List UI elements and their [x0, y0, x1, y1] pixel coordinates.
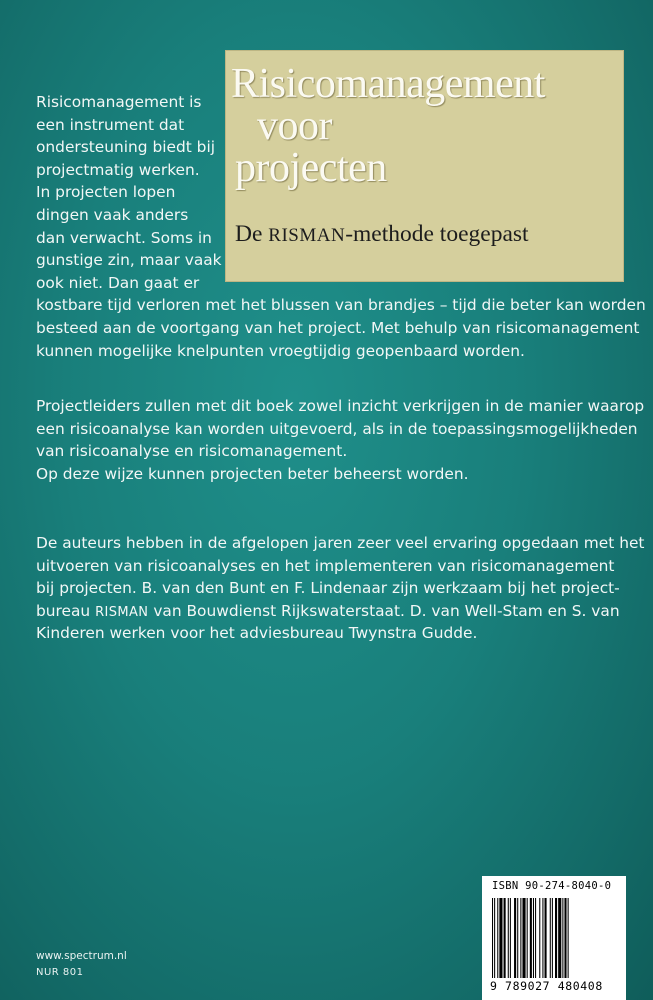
- barcode-bar: [550, 898, 551, 978]
- book-title-line-2: voor: [257, 103, 332, 149]
- blurb-line: Projectleiders zullen met dit boek zowel inzicht verkrijgen in de manier waarop: [36, 397, 645, 415]
- blurb-line: Kinderen werken voor het adviesbureau Twynstra Gudde.: [36, 624, 478, 643]
- blurb-line: Op deze wijze kunnen projecten beter beheerst worden.: [36, 464, 469, 483]
- subtitle-prefix: De: [235, 221, 269, 247]
- blurb-line: dan verwacht. Soms in: [36, 228, 212, 247]
- subtitle-risman: RISMAN: [268, 225, 346, 246]
- barcode-bar: [499, 898, 502, 978]
- blurb-line: [36, 600, 644, 623]
- blurb-line: besteed aan de voortgang van het project. Met behulp van risicomanagement: [36, 318, 640, 337]
- blurb-line: projectmatig werken.: [36, 160, 200, 179]
- barcode-bar: [492, 898, 493, 978]
- blurb-line: een risicoanalyse kan worden uitgevoerd, als in de toepassingsmogelijkheden: [36, 419, 638, 438]
- barcode-bars: [492, 898, 620, 978]
- barcode-bar: [558, 898, 561, 978]
- barcode-bar: [508, 898, 509, 978]
- barcode-bar: [510, 898, 511, 978]
- blurb-paragraph-2: [36, 395, 644, 485]
- barcode-bar: [522, 898, 525, 978]
- blurb-line: De auteurs hebben in de afgelopen jaren zeer veel ervaring opgedaan met het: [36, 534, 645, 552]
- barcode-bar: [539, 898, 540, 978]
- blurb-line: bij projecten. B. van den Bunt en F. Lindenaar zijn werkzaam bij het project-: [36, 579, 620, 598]
- barcode-bar: [535, 898, 536, 978]
- nur-code: NUR 801: [36, 967, 84, 978]
- barcode-bar: [555, 898, 557, 978]
- blurb-line: kostbare tijd verloren met het blussen van brandjes – tijd die beter kan worden: [36, 296, 646, 315]
- line-prefix: bureau: [36, 601, 96, 620]
- barcode-bar: [562, 898, 563, 978]
- barcode-bar: [568, 898, 569, 978]
- barcode-bar: [504, 898, 506, 978]
- barcode-bar: [520, 898, 521, 978]
- blurb-line: dingen vaak anders: [36, 205, 189, 224]
- isbn-label: ISBN 90-274-8040-0: [492, 880, 612, 892]
- barcode-bar: [533, 898, 534, 978]
- blurb-line: een instrument dat: [36, 115, 185, 134]
- barcode-bar: [494, 898, 495, 978]
- barcode-label: [482, 876, 626, 1000]
- blurb-line: Risicomanagement is: [36, 93, 202, 111]
- blurb-line: uitvoeren van risicoanalyses en het implementeren van risicomanagement: [36, 556, 615, 575]
- blurb-line: van risicoanalyse en risicomanagement.: [36, 442, 348, 461]
- publisher-website: www.spectrum.nl: [36, 950, 127, 962]
- barcode-bar: [542, 898, 543, 978]
- blurb-line: ondersteuning biedt bij: [36, 138, 215, 157]
- line-suffix: van Bouwdienst Rijkswaterstaat. D. van Well-Stam en S. van: [148, 601, 620, 620]
- blurb-paragraph-1: [36, 91, 646, 362]
- book-title-line-3: projecten: [235, 145, 387, 191]
- blurb-paragraph-3: [36, 532, 644, 645]
- subtitle-suffix: -methode toegepast: [345, 221, 529, 247]
- barcode-bar: [564, 898, 566, 978]
- barcode-bar: [527, 898, 528, 978]
- blurb-line: gunstige zin, maar vaak: [36, 251, 222, 270]
- book-title-line-1: Risicomanagement: [231, 61, 545, 107]
- blurb-line: kunnen mogelijke knelpunten vroegtijdig geopenbaard worden.: [36, 341, 525, 360]
- risman-smallcaps: RISMAN: [95, 604, 149, 620]
- ean-number: 9 789027 480408: [490, 979, 603, 993]
- barcode-bar: [545, 898, 547, 978]
- barcode-bar: [517, 898, 518, 978]
- barcode-bar: [497, 898, 498, 978]
- blurb-line: In projecten lopen: [36, 183, 176, 202]
- barcode-bar: [552, 898, 553, 978]
- barcode-bar: [530, 898, 532, 978]
- blurb-line: ook niet. Dan gaat er: [36, 273, 200, 292]
- barcode-bar: [514, 898, 516, 978]
